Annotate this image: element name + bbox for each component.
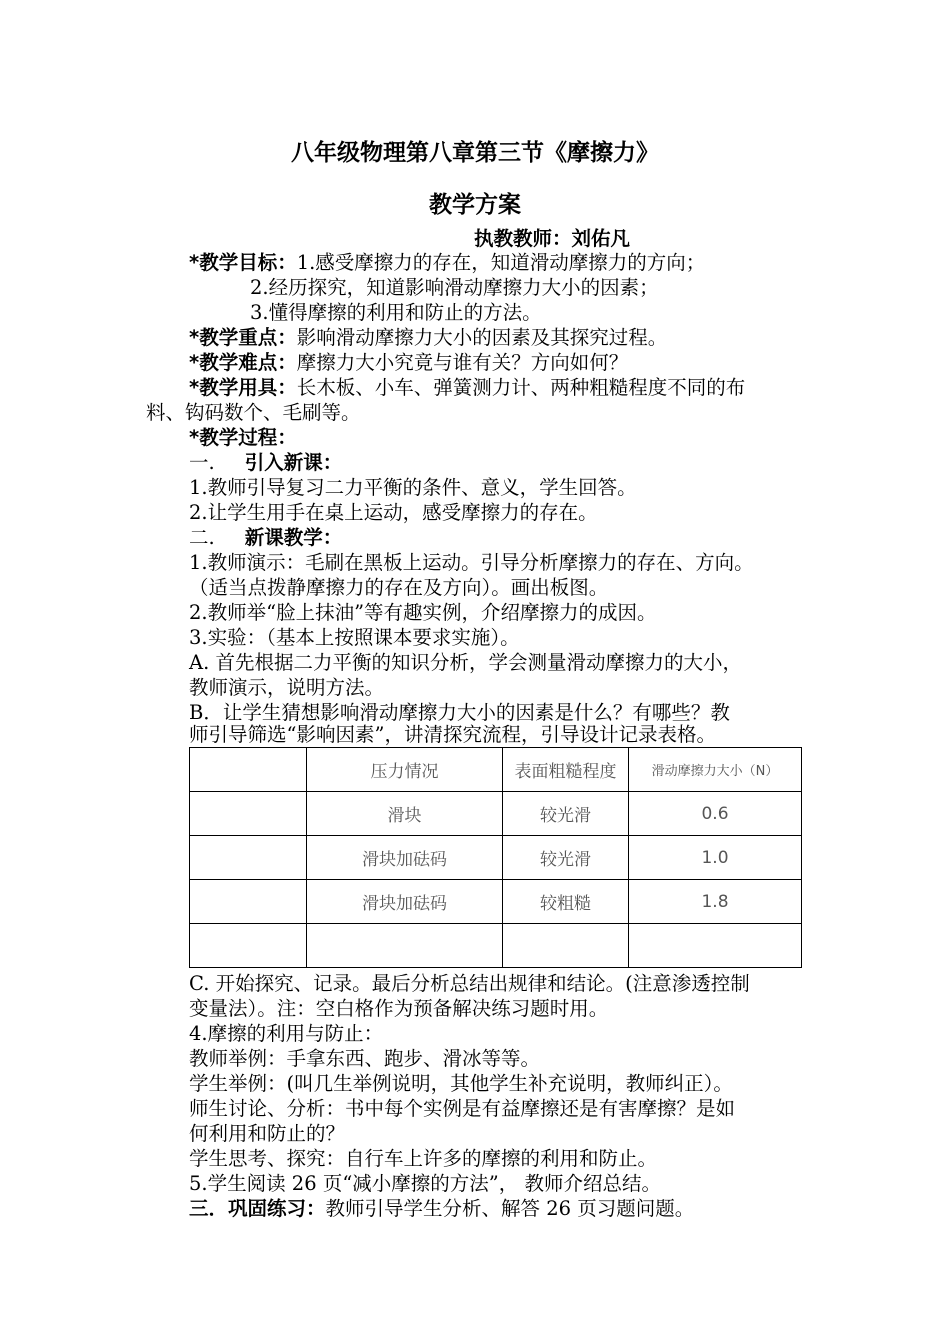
part1-heading <box>189 450 342 475</box>
table-cell: 0.6 <box>629 792 802 836</box>
part1-line-1: 1.教师引导复习二力平衡的条件、意义，学生回答。 <box>189 476 637 499</box>
table-cell <box>190 924 307 968</box>
part2-title: 新课教学： <box>244 526 343 549</box>
objectives-line-1 <box>189 250 705 275</box>
tools-text: 长木板、小车、弹簧测力计、两种粗糙程度不同的布 <box>296 376 746 399</box>
document-subtitle: 教学方案 <box>429 192 521 218</box>
part1-title: 引入新课： <box>244 451 343 474</box>
difficulty-text: 摩擦力大小究竟与谁有关？方向如何？ <box>296 351 629 374</box>
table-cell: 较粗糙 <box>503 880 629 924</box>
objective-2: 2.经历探究，知道影响滑动摩擦力大小的因素； <box>250 276 659 299</box>
objectives-label: *教学目标： <box>189 251 297 274</box>
table-header-cell: 压力情况 <box>307 748 503 792</box>
table-cell: 1.0 <box>629 836 802 880</box>
table-cell: 1.8 <box>629 880 802 924</box>
process-label: *教学过程： <box>189 426 297 449</box>
part2-line-1: 1.教师演示：毛刷在黑板上运动。引导分析摩擦力的存在、方向。 <box>189 551 754 574</box>
part2-line-4: 3.实验：（基本上按照课本要求实施）。 <box>189 626 520 649</box>
part2-line-7: B．让学生猜想影响滑动摩擦力大小的因素是什么？有哪些？教 <box>189 701 730 724</box>
table-cell <box>629 924 802 968</box>
tools-continued: 料、钩码数个、毛刷等。 <box>146 401 361 424</box>
part2-line-6: 教师演示，说明方法。 <box>189 676 385 699</box>
table-cell: 较光滑 <box>503 836 629 880</box>
table-row <box>190 880 802 924</box>
part2-number: 二. <box>189 526 215 549</box>
after-table-line-9: 5.学生阅读 26 页“减小摩擦的方法”， 教师介绍总结。 <box>189 1172 661 1195</box>
tools <box>189 375 745 400</box>
table-cell: 滑块加砝码 <box>307 836 503 880</box>
part2-line-8: 师引导筛选“影响因素”，讲清探究流程，引导设计记录表格。 <box>189 723 716 746</box>
after-table-line-2: 变量法）。注：空白格作为预备解决练习题时用。 <box>189 997 609 1020</box>
difficulty-label: *教学难点： <box>189 351 297 374</box>
part3-text: 教师引导学生分析、解答 26 页习题问题。 <box>325 1197 695 1220</box>
document-title: 八年级物理第八章第三节《摩擦力》 <box>291 140 659 166</box>
key-point <box>189 325 667 350</box>
table-header-cell: 表面粗糙程度 <box>503 748 629 792</box>
after-table-line-5: 学生举例：(叫几生举例说明，其他学生补充说明，教师纠正）。 <box>189 1072 733 1095</box>
table-cell <box>190 792 307 836</box>
part2-line-5: A. 首先根据二力平衡的知识分析，学会测量滑动摩擦力的大小， <box>189 651 742 674</box>
table-cell <box>307 924 503 968</box>
after-table-line-8: 学生思考、探究：自行车上许多的摩擦的利用和防止。 <box>189 1147 658 1170</box>
table-cell <box>190 836 307 880</box>
table-header-row <box>190 748 802 792</box>
part3 <box>189 1196 694 1221</box>
table-cell: 滑块 <box>307 792 503 836</box>
table-cell: 滑块加砝码 <box>307 880 503 924</box>
table-header-cell: 滑动摩擦力大小（N） <box>629 748 802 792</box>
tools-label: *教学用具： <box>189 376 297 399</box>
table-cell: 较光滑 <box>503 792 629 836</box>
key-point-text: 影响滑动摩擦力大小的因素及其探究过程。 <box>296 326 668 349</box>
teacher-name: 执教教师：刘佑凡 <box>474 227 631 250</box>
part2-line-2: （适当点拨静摩擦力的存在及方向）。画出板图。 <box>189 576 609 599</box>
objective-3: 3.懂得摩擦的利用和防止的方法。 <box>250 301 542 324</box>
key-point-label: *教学重点： <box>189 326 297 349</box>
after-table-line-7: 何利用和防止的？ <box>189 1122 346 1145</box>
part3-heading: 三．巩固练习： <box>189 1197 326 1220</box>
part2-heading <box>189 525 342 550</box>
after-table-line-6: 师生讨论、分析：书中每个实例是有益摩擦还是有害摩擦？是如 <box>189 1097 736 1120</box>
difficulty <box>189 350 628 375</box>
table-row <box>190 792 802 836</box>
table-row <box>190 836 802 880</box>
friction-record-table <box>189 747 802 968</box>
after-table-line-3: 4.摩擦的利用与防止： <box>189 1022 384 1045</box>
part2-line-3: 2.教师举“脸上抹油”等有趣实例，介绍摩擦力的成因。 <box>189 601 657 624</box>
table-cell <box>190 880 307 924</box>
part1-number: 一. <box>189 451 215 474</box>
objective-1: 1.感受摩擦力的存在，知道滑动摩擦力的方向； <box>296 251 706 274</box>
after-table-line-1: C. 开始探究、记录。最后分析总结出规律和结论。(注意渗透控制 <box>189 972 750 995</box>
after-table-line-4: 教师举例：手拿东西、跑步、滑冰等等。 <box>189 1047 541 1070</box>
table-cell <box>503 924 629 968</box>
part1-line-2: 2.让学生用手在桌上运动，感受摩擦力的存在。 <box>189 501 598 524</box>
table-header-cell <box>190 748 307 792</box>
table-row <box>190 924 802 968</box>
